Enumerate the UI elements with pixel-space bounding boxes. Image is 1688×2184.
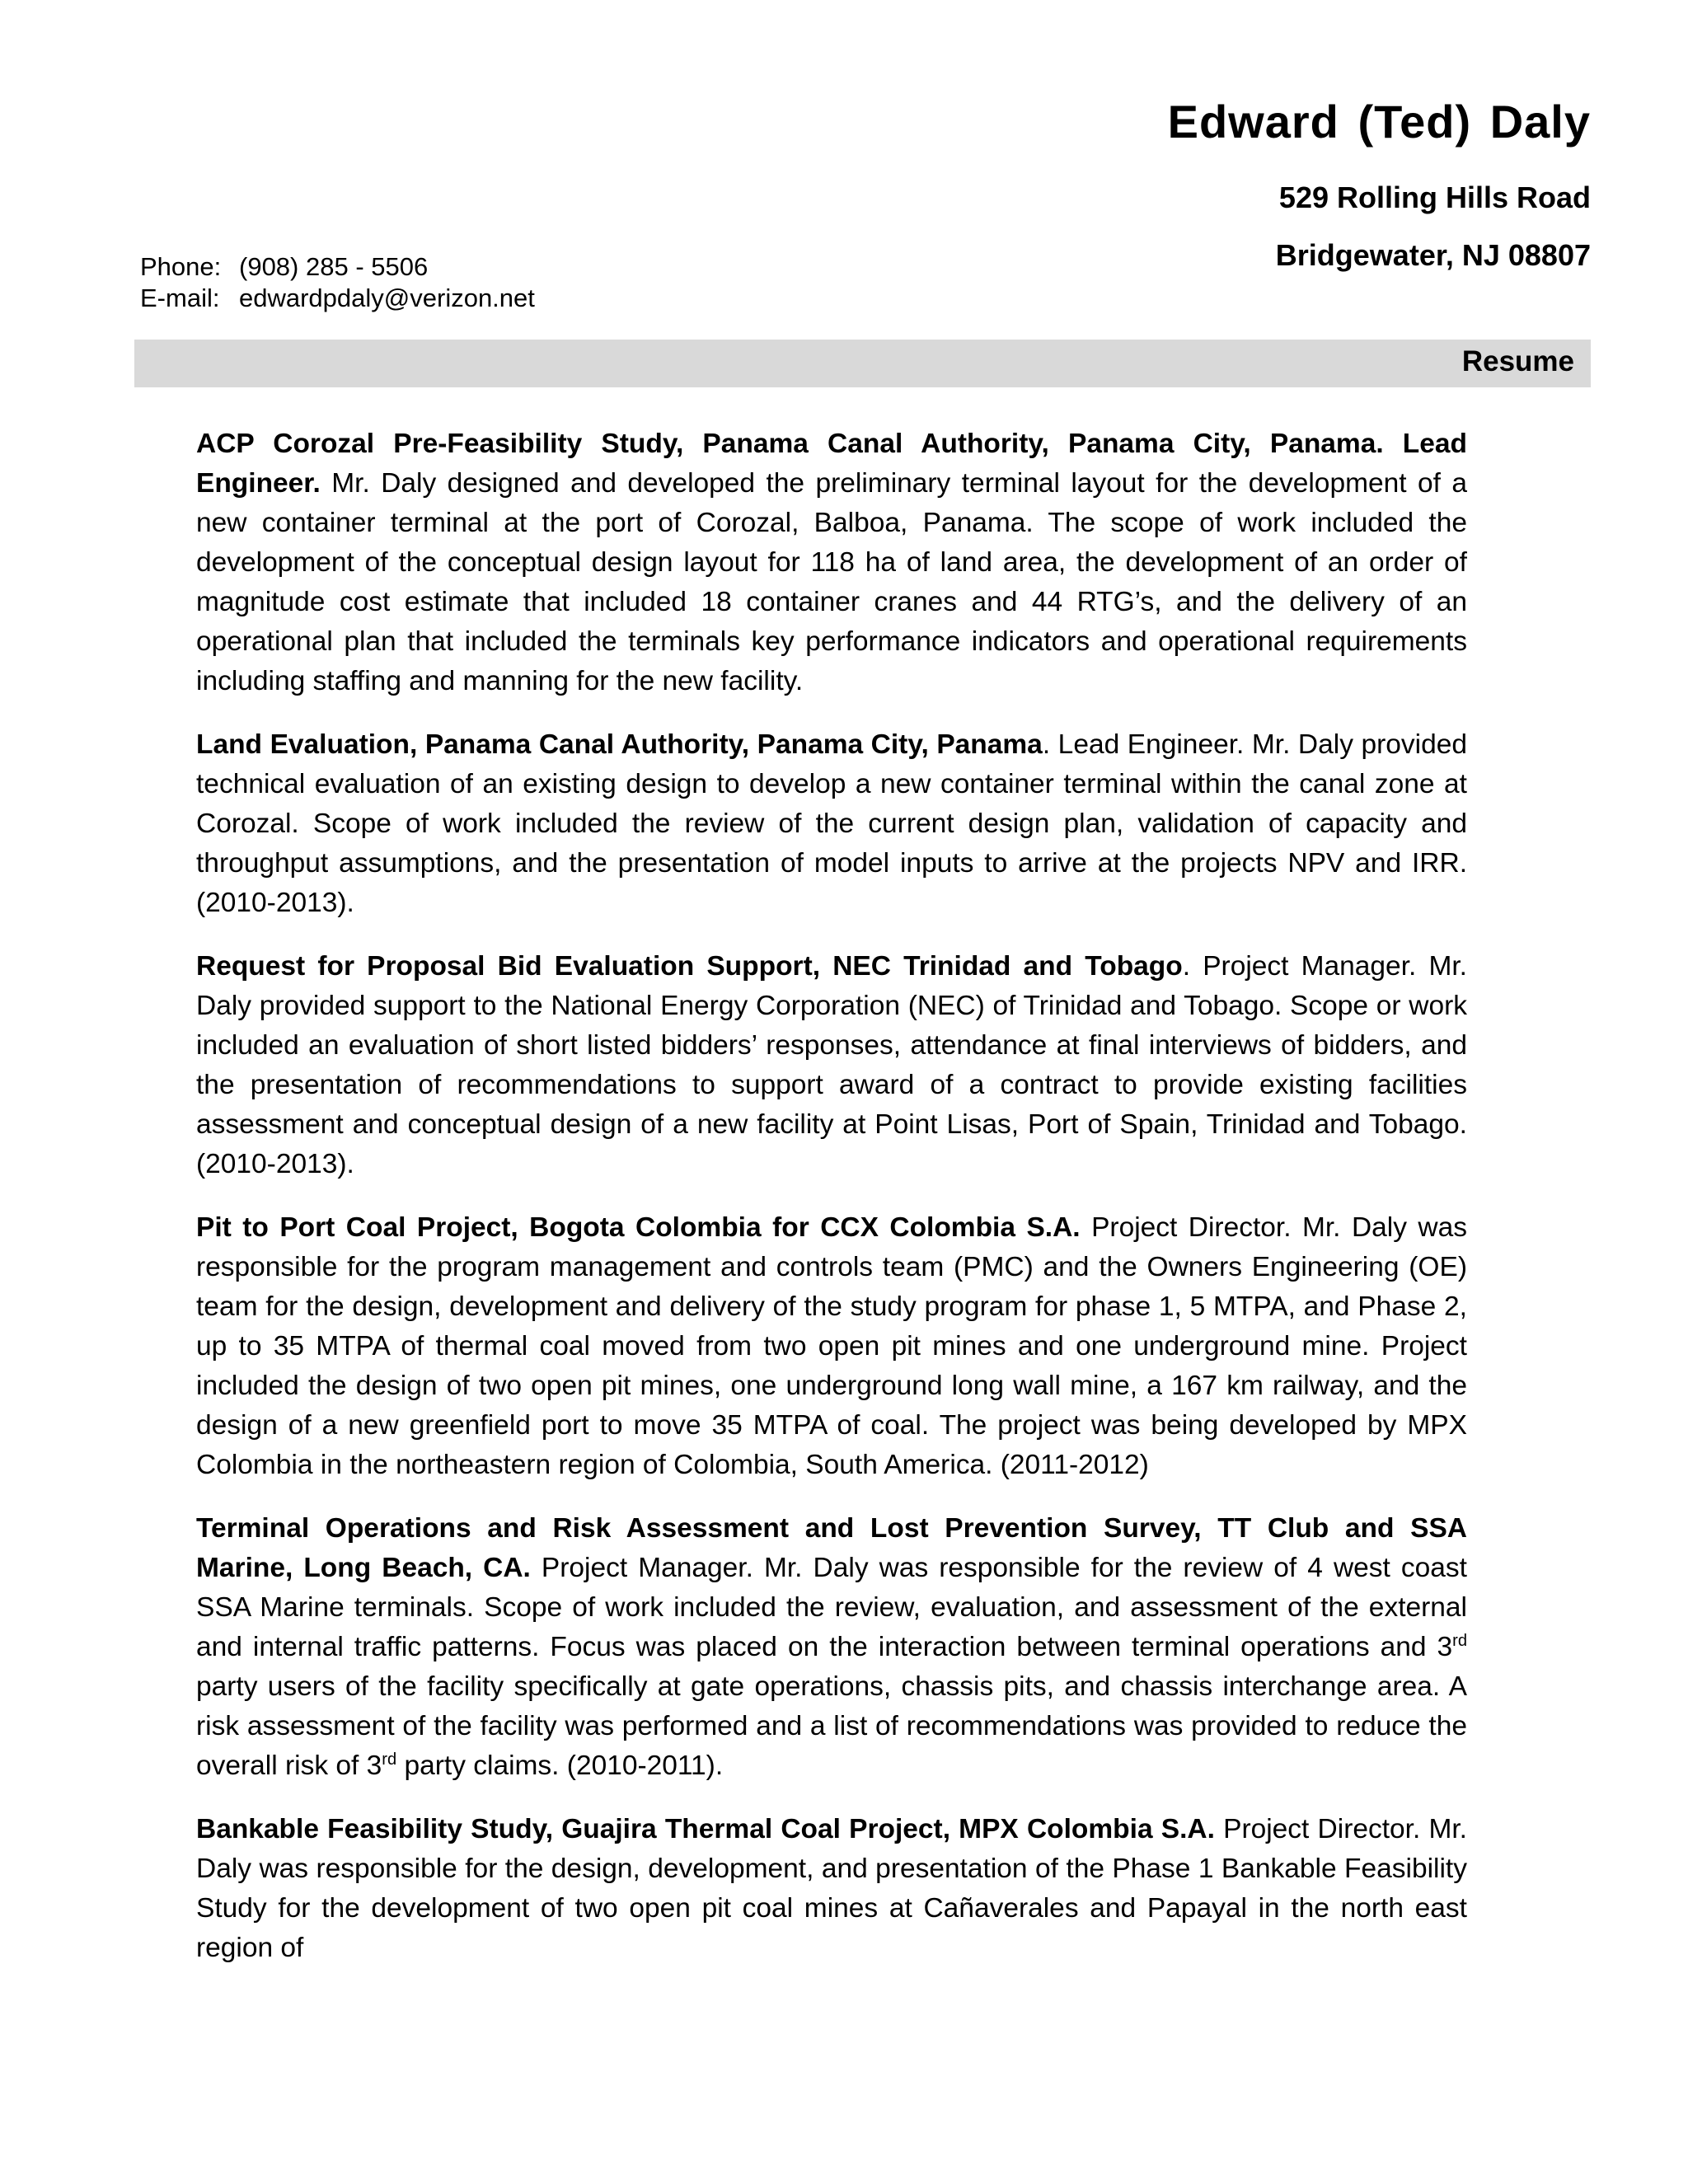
contact-info — [140, 251, 535, 314]
section-header-bar — [134, 340, 1591, 387]
project-entry — [196, 1208, 1467, 1485]
email-row — [140, 283, 535, 314]
project-entry — [196, 424, 1467, 701]
project-title: Pit to Port Coal Project, Bogota Colombia for CCX Colombia S.A. — [196, 1212, 1081, 1243]
project-description: Project Manager. Mr. Daly was responsible for the review of 4 west coast SSA Marine terminals. Scope of work included the review, evaluation, and assessment of the external and internal traffic patterns. Focus was placed on the interaction between terminal operations and 3 — [196, 1553, 1467, 1662]
project-description: . Project Manager. Mr. Daly provided support to the National Energy Corporation (NEC) of Trinidad and Tobago. Scope or work included an evaluation of short listed bidders’ responses, attendance at final interviews of bidders, and the presentation of recommendations to support award of a contract to provide existing facilities assessment and conceptual design of a new facility at Point Lisas, Port of Spain, Trinidad and Tobago. (2010-2013). — [196, 951, 1467, 1179]
section-title: Resume — [1461, 345, 1574, 377]
phone-label: Phone: — [140, 252, 222, 281]
candidate-name: Edward (Ted) Daly — [1167, 96, 1591, 148]
project-title: Bankable Feasibility Study, Guajira Thermal Coal Project, MPX Colombia S.A. — [196, 1814, 1215, 1844]
project-list — [196, 424, 1467, 1992]
project-entry — [196, 1810, 1467, 1968]
project-description: Project Director. Mr. Daly was responsible for the program management and controls team (PMC) and the Owners Engineering (OE) team for the design, development and delivery of the study program for phase 1, 5 MTPA, and Phase 2, up to 35 MTPA of thermal coal moved from two open pit mines and one underground mine. Project included the design of two open pit mines, one underground long wall mine, a 167 km railway, and the design of a new greenfield port to move 35 MTPA of coal. The project was being developed by MPX Colombia in the northeastern region of Colombia, South America. (2011-2012) — [196, 1212, 1467, 1480]
project-title: Land Evaluation, Panama Canal Authority, Panama City, Panama — [196, 729, 1043, 760]
project-entry — [196, 947, 1467, 1184]
project-description: Project Director. Mr. Daly was responsible for the design, development, and presentation of the Phase 1 Bankable Feasibility Study for the development of two open pit coal mines at Cañaverales and Papayal in the north east region of — [196, 1814, 1467, 1963]
superscript-ordinal: rd — [382, 1750, 397, 1769]
email-value[interactable]: edwardpdaly@verizon.net — [239, 284, 535, 312]
address-line-1: 529 Rolling Hills Road — [1278, 180, 1591, 214]
project-title: Terminal Operations and Risk Assessment and Lost Prevention Survey, TT Club and SSA Marine, Long Beach, CA. — [196, 1513, 1467, 1583]
phone-row — [140, 251, 535, 283]
email-label: E-mail: — [140, 284, 220, 312]
phone-value: (908) 285 - 5506 — [239, 252, 429, 281]
project-entry — [196, 725, 1467, 923]
superscript-ordinal: rd — [1452, 1631, 1467, 1650]
project-title: Request for Proposal Bid Evaluation Support, NEC Trinidad and Tobago — [196, 951, 1183, 982]
address-line-2: Bridgewater, NJ 08807 — [1275, 238, 1591, 272]
project-title: ACP Corozal Pre-Feasibility Study, Panama Canal Authority, Panama City, Panama. Lead Engineer. — [196, 429, 1467, 499]
project-description: party claims. (2010-2011). — [396, 1750, 724, 1781]
project-description: party users of the facility specifically at gate operations, chassis pits, and chassis interchange area. A risk assessment of the facility was performed and a list of recommendations was provided to reduce the overall risk of 3 — [196, 1671, 1467, 1781]
project-description: Mr. Daly designed and developed the preliminary terminal layout for the development of a new container terminal at the port of Corozal, Balboa, Panama. The scope of work included the development of the conceptual design layout for 118 ha of land area, the development of an order of magnitude cost estimate that included 18 container cranes and 44 RTG’s, and the delivery of an operational plan that included the terminals key performance indicators and operational requirements including staffing and manning for the new facility. — [196, 468, 1467, 696]
project-entry — [196, 1509, 1467, 1786]
project-description: . Lead Engineer. Mr. Daly provided technical evaluation of an existing design to develop a new container terminal within the canal zone at Corozal. Scope of work included the review of the current design plan, validation of capacity and throughput assumptions, and the presentation of model inputs to arrive at the projects NPV and IRR. (2010-2013). — [196, 729, 1468, 918]
